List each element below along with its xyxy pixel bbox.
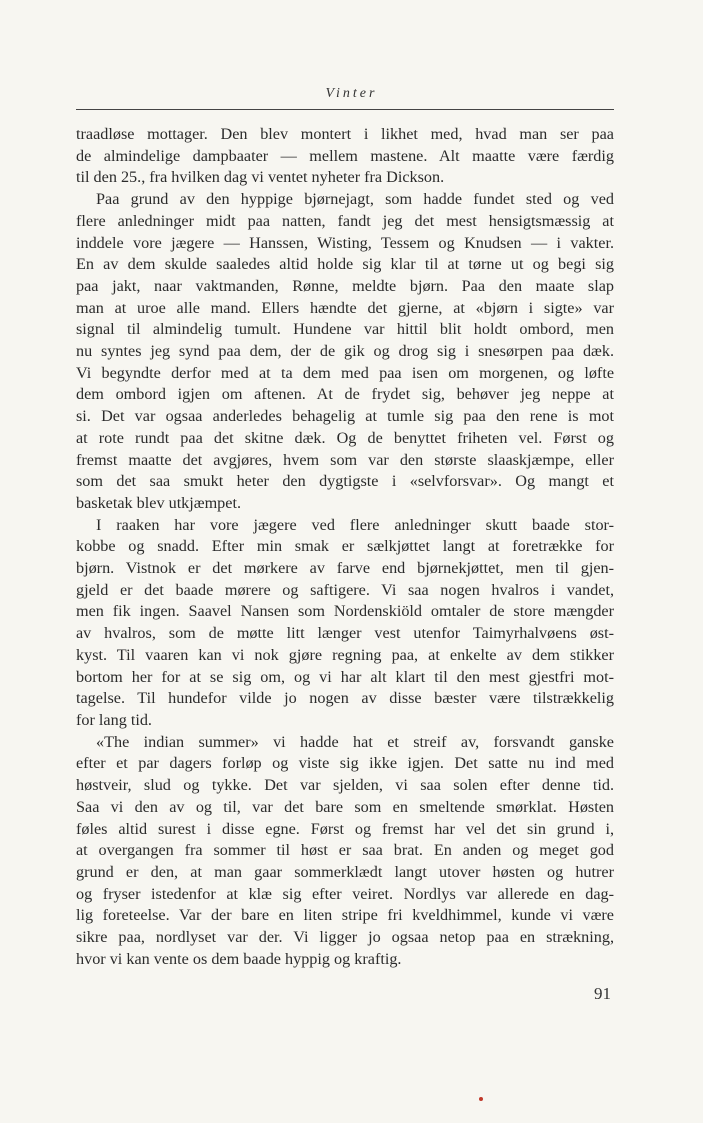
text-line: og fryser istedenfor at klæ sig efter veiret. Nordlys var allerede en dag- — [76, 884, 614, 903]
text-line: «The indian summer» vi hadde hat et streif av, forsvandt ganske — [96, 732, 614, 751]
text-line: I raaken har vore jægere ved flere anledninger skutt baade stor- — [96, 515, 614, 534]
text-line: bortom her for at se sig om, og vi har alt klart til den mest gjestfri mot- — [76, 667, 614, 686]
ink-speck — [479, 1097, 483, 1101]
text-line: kobbe og snadd. Efter min smak er sælkjøttet langt at foretrække for — [76, 537, 614, 556]
text-line: nu syntes jeg synd paa dem, der de gik og drog sig i snesørpen paa dæk. — [76, 342, 614, 361]
text-line: signal til almindelig tumult. Hundene var hittil blit holdt ombord, men — [76, 320, 614, 339]
text-line: paa jakt, naar vaktmanden, Rønne, meldte bjørn. Paa den maate slap — [76, 276, 614, 295]
text-line: for lang tid. — [76, 710, 152, 729]
text-line: men fik ingen. Saavel Nansen som Nordenskiöld omtaler de store mængder — [76, 602, 614, 621]
text-line: efter et par dagers forløp og viste sig ikke igjen. Det satte nu ind med — [76, 754, 614, 773]
text-line: Vi begyndte derfor med at ta dem med paa isen om morgenen, og løfte — [76, 363, 614, 382]
text-line: dem ombord igjen om aftenen. At de frydet sig, behøver jeg neppe at — [76, 385, 614, 404]
text-line: at overgangen fra sommer til høst er saa brat. En anden og meget god — [76, 841, 614, 860]
running-head: Vinter — [325, 86, 378, 101]
text-line: av hvalros, som de møtte litt længer vest utenfor Taimyrhalvøens øst- — [76, 624, 614, 643]
text-line: høstveir, slud og tykke. Det var sjelden, vi saa solen efter denne tid. — [76, 776, 614, 795]
text-line: grund er den, at man gaar sommerklædt langt utover høsten og hutrer — [76, 862, 614, 881]
text-line: bjørn. Vistnok er det mørkere av farve end bjørnekjøttet, men til gjen- — [76, 559, 614, 578]
text-line: kyst. Til vaaren kan vi nok gjøre regning paa, at enkelte av dem stikker — [76, 645, 614, 664]
header-rule — [76, 109, 614, 110]
text-line: som det saa smukt heter den dygtigste i «selvforsvar». Og mangt et — [76, 472, 614, 491]
text-line: fremst maatte det avgjøres, hvem som var den største slaaskjæmpe, eller — [76, 450, 614, 469]
page-number: 91 — [594, 984, 611, 1003]
text-line: flere anledninger midt paa natten, fandt jeg det mest hensigtsmæssig at — [76, 211, 614, 230]
text-line: sikre paa, nordlyset var der. Vi ligger jo ogsaa netop paa en strækning, — [76, 928, 614, 947]
text-line: inddele vore jægere — Hanssen, Wisting, Tessem og Knudsen — i vakter. — [76, 233, 614, 252]
text-line: lig foreteelse. Var der bare en liten stripe fri kveldhimmel, kunde vi være — [76, 906, 614, 925]
body-text — [76, 124, 614, 970]
text-line: de almindelige dampbaater — mellem mastene. Alt maatte være færdig — [76, 146, 614, 165]
text-line: En av dem skulde saaledes altid holde sig klar til at tørne ut og begi sig — [76, 255, 614, 274]
text-line: man at uroe alle mand. Ellers hændte det gjerne, at «bjørn i sigte» var — [76, 298, 614, 317]
text-line: føles altid surest i disse egne. Først og fremst har vel det sin grund i, — [76, 819, 614, 838]
text-line: basketak blev utkjæmpet. — [76, 493, 241, 512]
text-line: til den 25., fra hvilken dag vi ventet nyheter fra Dickson. — [76, 168, 445, 187]
text-line: gjeld er det baade mørere og saftigere. Vi saa nogen hvalros i vandet, — [76, 580, 614, 599]
text-line: tagelse. Til hundefor vilde jo nogen av disse bæster være tilstrækkelig — [76, 689, 614, 708]
text-line: Saa vi den av og til, var det bare som en smeltende smørklat. Høsten — [76, 797, 614, 816]
text-line: Paa grund av den hyppige bjørnejagt, som hadde fundet sted og ved — [96, 190, 614, 209]
text-line: si. Det var ogsaa anderledes behagelig at tumle sig paa den rene is mot — [76, 407, 614, 426]
text-line: hvor vi kan vente os dem baade hyppig og kraftig. — [76, 949, 402, 968]
text-line: at rote rundt paa det skitne dæk. Og de benyttet friheten vel. Først og — [76, 428, 614, 447]
text-line: traadløse mottager. Den blev montert i likhet med, hvad man ser paa — [76, 125, 614, 143]
